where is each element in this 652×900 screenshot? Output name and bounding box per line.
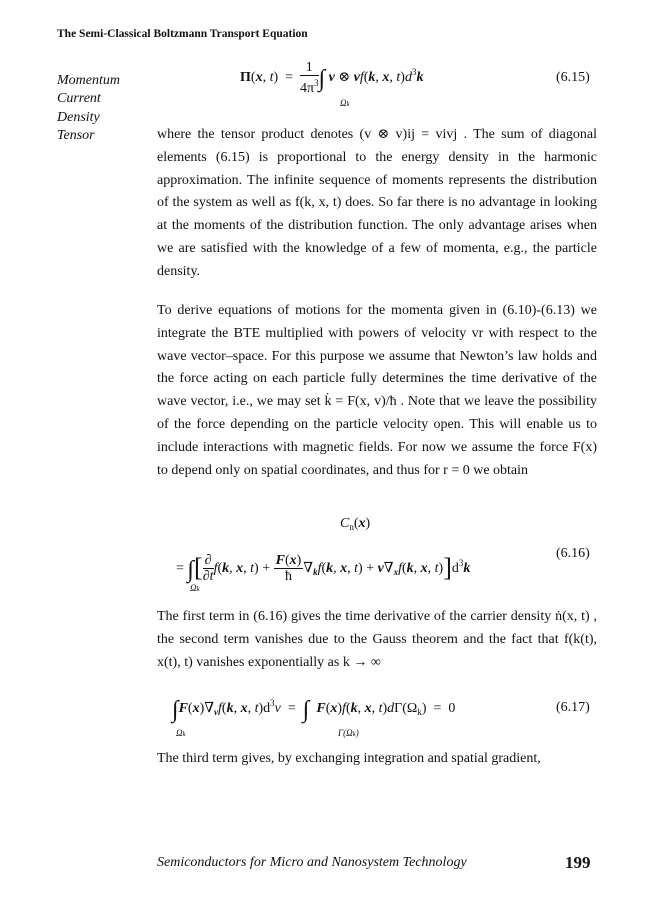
margin-note-line: Momentum [57,73,120,88]
footer-book-title: Semiconductors for Micro and Nanosystem Technology [157,855,467,870]
paragraph: where the tensor product denotes (v ⊗ v)ij = vivj . The sum of diagonal elements (6.15) is proportional to the energy density in the harmonic approximation. The infinite sequence of moments represents the distribution of the system as well as f(k, x, t) does. So far there is no advantage in looking at the moments of the distribution function. The only advantage arises when we are satisfied with the knowledge of a few of momenta, e.g., the particle density. [157,127,597,279]
equation-number: (6.17) [556,700,590,715]
equation-number: (6.16) [556,546,590,561]
equation-6-16: = ∫[ $\frac{\partial}{\partial t}$ f(k, x, t) + $\frac{F(x)}{ħ}$ $\nabla_kf(k$, x, $t) + v\nabla_xf(k$, x, $t)]d^3k$ [176,553,471,585]
margin-note-line: Density [57,109,100,125]
paragraph: The first term in (6.16) gives the time derivative of the carrier density ṅ(x, t) , the second term vanishes due to the Gauss theorem and the fact that f(k(t), x(t), t) vanishes exponentially as k → ∞ [157,609,597,670]
running-header: The Semi-Classical Boltzmann Transport Equation [57,28,308,40]
integral-limit: Ωk [176,728,186,738]
equation-6-16-lhs: $C_n(x)$ [340,516,371,532]
page-number: 199 [565,853,591,872]
integral-limit: Γ(Ωk) [338,728,359,738]
margin-note [57,72,120,146]
paragraph: To derive equations of motions for the momenta given in (6.10)-(6.13) we integrate the BTE multiplied with powers of velocity vr with respect to the wave vector–space. For this purpose we assume that Newton’s law holds and the force acting on each particle fully determines the time derivative of the wave vector, i.e., we may set k̇ = F(x, v)/ħ . Note that we leave the possibility of the force depending on the particle velocity open. This will enable us to include interactions with magnetic fields. For now we assume the force F(x) to depend only on spatial coordinates, and thus for r = 0 we obtain [157,303,597,478]
integral-limit: Ωk [190,583,200,593]
integral-limit: Ωk [340,98,350,108]
paragraph: The third term gives, by exchanging integration and spatial gradient, [157,751,541,766]
margin-note-line: Current [57,91,101,107]
equation-6-17: $\int F(x)\nabla_vf(k$, x, $t)d^3v$ = ∫ F(x)f(k, x, $t)d\Gamma(\Omega_k) = 0$ [172,697,456,723]
margin-note-line: Tensor [57,128,95,144]
equation-number: (6.15) [556,70,590,85]
equation-6-15: Π(x, t) = $\frac{1}{4\pi^3}$ ∫ v ⊗ vf(k, x, $t)d^3k$ [240,60,424,96]
